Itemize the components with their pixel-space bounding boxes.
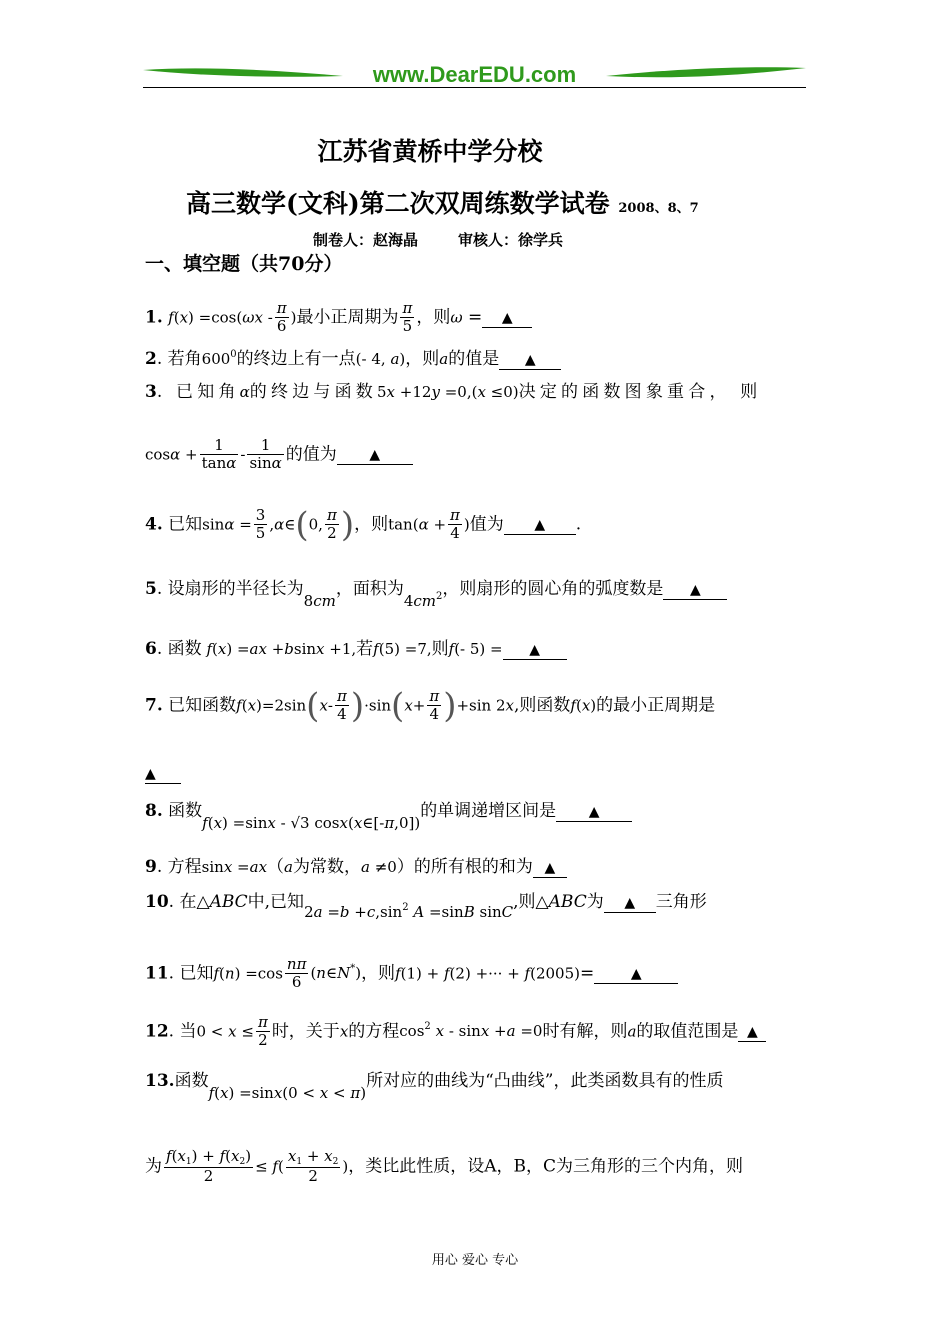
question-7-answer xyxy=(145,764,181,784)
question-3: 3. 已知角α的终边与函数5x +12y =0,(x ≤0)决定的函数图象重合， 则 xyxy=(145,382,762,402)
question-12: 12. 当0 < x ≤ $\frac{\pi}{2}$ 时，关于x的方程$\cos^2 x - \sin x +a =0$时有解，则a的取值范围是 ▲ xyxy=(145,1014,766,1050)
page-footer: 用心 爱心 专心 xyxy=(431,1253,519,1268)
answer-blank[interactable]: ▲ xyxy=(482,308,532,328)
question-10: 10. 在△ABC中,已知$2a =b +c,\sin^2$ A =sinB sinC,则△ABC为 ▲ 三角形 xyxy=(145,892,707,921)
site-url: www.DearEDU.com xyxy=(372,62,577,87)
question-5: 5. 设扇形的半径长为8cm，面积为$4cm^2$，则扇形的圆心角的弧度数是 ▲ xyxy=(145,580,727,609)
school-title: 江苏省黄桥中学分校 xyxy=(317,137,543,166)
exam-name: 高三数学(文科)第二次双周练数学试卷 xyxy=(186,189,610,218)
question-11: 11. 已知f(n) =cos $\frac{n\pi}{6}$ (n∈N*)，则f(1) + f(2) +··· + f(2005)= ▲ xyxy=(145,956,678,992)
question-13: 13.函数f(x) =sinx(0 < x < π)所对应的曲线为“凸曲线”，此类函数具有的性质 xyxy=(145,1071,724,1102)
answer-blank[interactable]: ▲ xyxy=(604,893,656,913)
answer-blank[interactable]: ▲ xyxy=(337,445,413,465)
question-7: 7. 已知函数f(x)=2sin(x- $\frac{\pi}{4}$ )·sin(x+ $\frac{\pi}{4}$ )+sin 2x,则函数f(x)的最小正周期是 xyxy=(145,685,716,726)
header-rule xyxy=(143,87,806,88)
answer-blank[interactable]: ▲ xyxy=(504,515,576,535)
answer-blank[interactable]: ▲ xyxy=(556,802,632,822)
answer-blank[interactable]: ▲ xyxy=(663,580,727,600)
exam-title xyxy=(186,184,699,220)
answer-blank[interactable]: ▲ xyxy=(594,964,678,984)
question-4: 4. 已知sinα = $\frac{3}{5}$ ,α∈(0, $\frac{\pi}{2}$ )，则tan(α + $\frac{\pi}{4}$ )值为 ▲ . xyxy=(145,504,582,545)
exam-date: 2008、8、7 xyxy=(618,201,699,216)
question-8: 8. 函数f(x) =sinx - √3 cosx(x∈[-π,0])的单调递增区间是 ▲ xyxy=(145,802,632,831)
question-2: 2. 若角$600^0$的终边上有一点(- 4, a)，则a的值是 ▲ xyxy=(145,350,561,370)
answer-blank[interactable]: ▲ xyxy=(145,764,181,784)
question-1: 1. f(x) =cos(ωx - $\frac{\pi}{6}$ )最小正周期为 $\frac{\pi}{5}$ ，则ω = ▲ xyxy=(145,300,532,336)
reviewer: 审核人：徐学兵 xyxy=(458,231,564,249)
authors-line xyxy=(313,229,563,250)
answer-blank[interactable]: ▲ xyxy=(738,1022,766,1042)
answer-blank[interactable]: ▲ xyxy=(499,350,561,370)
answer-blank[interactable]: ▲ xyxy=(533,858,567,878)
question-13-cont: 为 $\frac{f(x_1) + f(x_2)}{2}$ ≤ f( $\frac{x_1 + x_2}{2}$ )，类比此性质，设A，B，C为三角形的三个内角，则 xyxy=(145,1147,743,1186)
section-heading: 一、填空题（共70分） xyxy=(145,253,343,275)
question-6: 6. 函数 f(x) =ax +bsinx +1,若f(5) =7,则f(- 5) = ▲ xyxy=(145,640,567,660)
setter: 制卷人：赵海晶 xyxy=(313,231,419,249)
question-3-cont: cosα + $\frac{1}{\tan\alpha}$ - $\frac{1}{\sin\alpha}$ 的值为 ▲ xyxy=(145,437,413,473)
answer-blank[interactable]: ▲ xyxy=(503,640,567,660)
question-9: 9. 方程sinx =ax（a为常数，a ≠0）的所有根的和为 ▲ xyxy=(145,858,567,878)
